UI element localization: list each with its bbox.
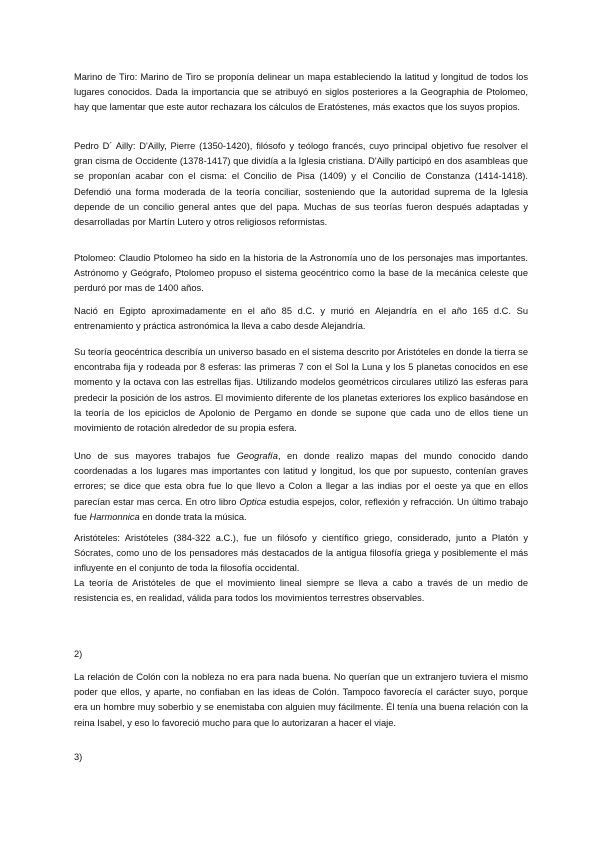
section-number-3: 3) [74, 752, 83, 762]
paragraph-colon-nobleza: La relación de Colón con la nobleza no era para nada buena. No querían que un extranjero tuviera el mismo poder que ellos, y aparte, no confiaban en las ideas de Colón. Tampoco favorecía el carácter suyo, porque era un hombre muy soberbio y se enemistaba con alguien muy fácilmente. Él tenía una buena relación con la reina Isabel, y eso lo favoreció mucho para que lo autorizaran a hacer el viaje. [74, 672, 528, 728]
section-number-2: 2) [74, 649, 83, 659]
title-optica: Optica [239, 496, 267, 507]
paragraph-aristoteles-teoria: La teoría de Aristóteles de que el movimiento lineal siempre se lleva a cabo a través de un medio de resistencia es, en realidad, válida para todos los movimientos terrestres observables. [74, 578, 528, 604]
paragraph-aristoteles: Aristóteles: Aristóteles (384-322 a.C.), fue un filósofo y científico griego, considerado, junto a Platón y Sócrates, como uno de los pensadores más destacados de la antigua filosofía griega y posiblemente el más influyente en el conjunto de toda la filosofía occidental. [74, 533, 528, 574]
paragraph-ptolomeo: Ptolomeo: Claudio Ptolomeo ha sido en la historia de la Astronomía uno de los personajes mas importantes. Astrónomo y Geógrafo, Ptolomeo propuso el sistema geocéntrico como la base de la mecánica celeste que perduró por mas de 1400 años. [74, 253, 528, 294]
paragraph-trabajos [74, 449, 528, 525]
title-harmonnica: Harmonnica [89, 511, 140, 522]
trabajos-text-3: estudia espejos, color, reflexión y refracción. Un último trabajo fue [74, 496, 528, 522]
paragraph-teoria-geocentrica: Su teoría geocéntrica describía un universo basado en el sistema descrito por Aristóteles en donde la tierra se encontraba fija y rodeada por 8 esferas: las primeras 7 con el Sol la Luna y los 5 planetas conocidos en ese momento y la octava con las estrellas fijas. Utilizando modelos geométricos circulares utilizó las esferas para predecir la posición de los astros. El movimiento diferente de los planetas exteriores los explico basándose en la teoría de los epiciclos de Apolonio de Pergamo en donde se supone que cada uno de ellos tiene un movimiento de rotación alrededor de su propia esfera. [74, 347, 528, 434]
paragraph-pedro-dailly: Pedro D´ Ailly: D'Ailly, Pierre (1350-1420), filósofo y teólogo francés, cuyo principal objetivo fue resolver el gran cisma de Occidente (1378-1417) que dividía a la Iglesia cristiana. D'Ailly participó en dos asambleas que se proponían acabar con el cisma: el Concilio de Pisa (1409) y el Concilio de Constanza (1414-1418). Defendió una forma moderada de la teoría conciliar, sosteniendo que la autoridad suprema de la Iglesia depende de un concilio general antes que del papa. Muchas de sus teorías fueron después adaptadas y desarrolladas por Martín Lutero y otros religiosos reformistas. [74, 141, 528, 228]
trabajos-text-4: en donde trata la música. [139, 511, 247, 522]
paragraph-marino-de-tiro: Marino de Tiro: Marino de Tiro se proponía delinear un mapa estableciendo la latitud y longitud de todos los lugares conocidos. Dada la importancia que se atribuyó en siglos posteriores a la Geographia de Ptolomeo, hay que lamentar que este autor rechazara los cálculos de Eratóstenes, más exactos que los suyos propios. [74, 72, 528, 113]
paragraph-nacio: Nació en Egipto aproximadamente en el año 85 d.C. y murió en Alejandría en el año 165 d.C. Su entrenamiento y práctica astronómica la lleva a cabo desde Alejandría. [74, 306, 528, 332]
trabajos-text-2: , en donde realizo mapas del mundo conocido dando coordenadas a los lugares mas importantes con latitud y longitud, los que por supuesto, contenían graves errores; se dice que esta obra fue lo que llevo a Colon a llegar a las indias por el oeste ya que en ellos parecían estar mas cerca. En otro libro [74, 451, 528, 507]
title-geografia: Geografía [236, 451, 278, 461]
trabajos-text-1: Uno de sus mayores trabajos fue [74, 451, 237, 461]
